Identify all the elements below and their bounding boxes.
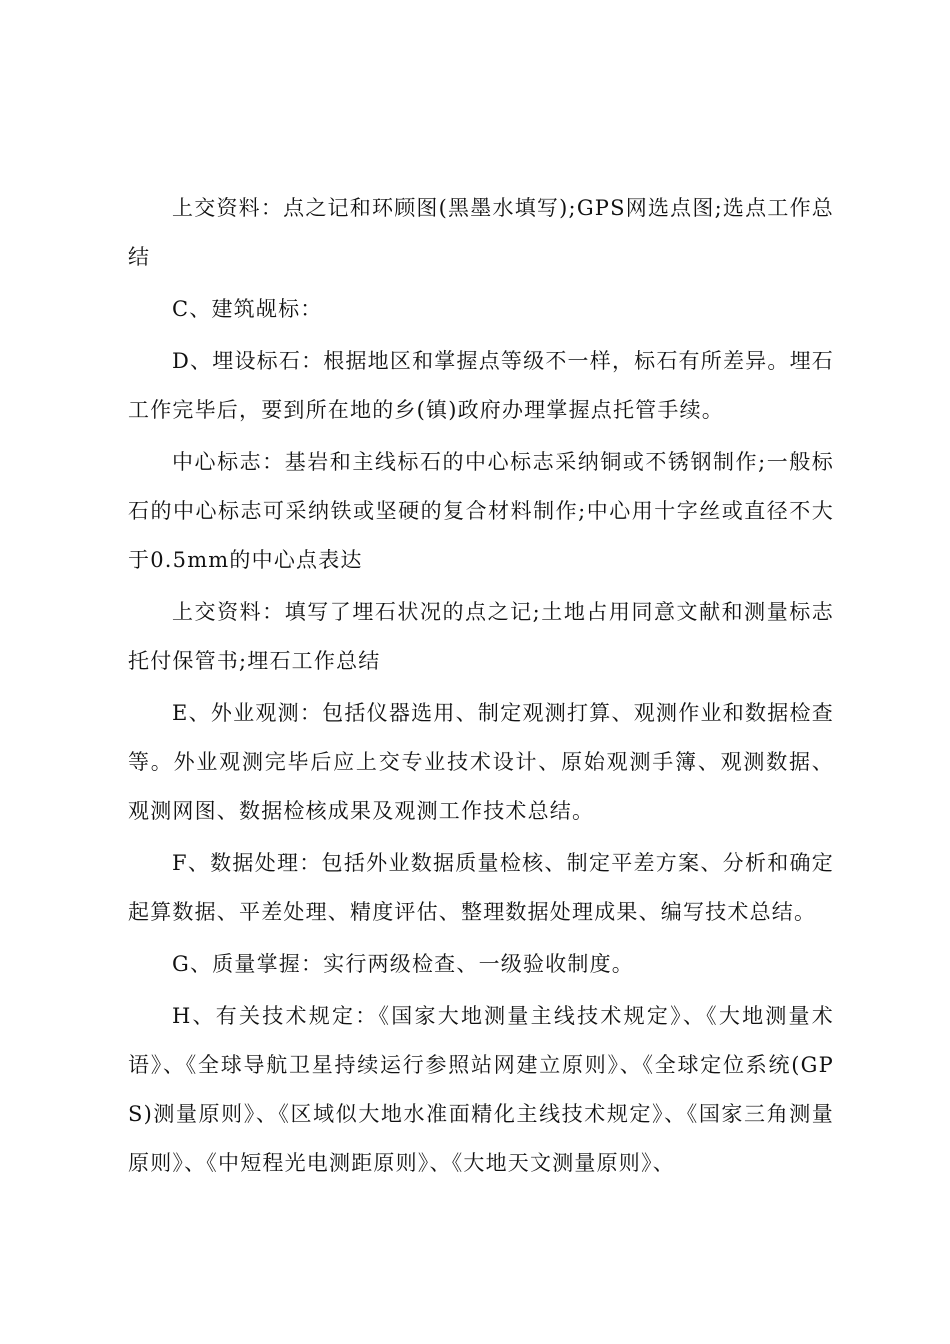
- paragraph-c-build-markers: C、建筑觇标：: [172, 297, 323, 321]
- document-body: [128, 184, 834, 1191]
- paragraph-e-field-observation: E、外业观测：包括仪器选用、制定观测打算、观测作业和数据检查等。外业观测完毕后应上交专业技术设计、原始观测手簿、观测数据、观测网图、数据检核成果及观测工作技术总结。: [128, 701, 834, 823]
- paragraph-h-technical-standards: H、有关技术规定：《国家大地测量主线技术规定》、《大地测量术语》、《全球导航卫星持续运行参照站网建立原则》、《全球定位系统(GPS)测量原则》、《区域似大地水准面精化主线技术规定》、《国家三角测量原则》、《中短程光电测距原则》、《大地天文测量原则》、: [128, 1004, 834, 1175]
- paragraph-submission-materials-monuments: 上交资料：填写了埋石状况的点之记;土地占用同意文献和测量标志托付保管书;埋石工作总结: [128, 600, 834, 673]
- paragraph-submission-materials-site-selection: 上交资料：点之记和环顾图(黑墨水填写);GPS网选点图;选点工作总结: [128, 196, 834, 269]
- paragraph-d-bury-monuments: D、埋设标石：根据地区和掌握点等级不一样，标石有所差异。埋石工作完毕后，要到所在地的乡(镇)政府办理掌握点托管手续。: [128, 349, 834, 422]
- paragraph-g-quality-control: G、质量掌握：实行两级检查、一级验收制度。: [172, 952, 634, 976]
- paragraph-center-marks: 中心标志：基岩和主线标石的中心标志采纳铜或不锈钢制作;一般标石的中心标志可采纳铁或坚硬的复合材料制作;中心用十字丝或直径不大于0.5mm的中心点表达: [128, 450, 834, 572]
- paragraph-f-data-processing: F、数据处理：包括外业数据质量检核、制定平差方案、分析和确定起算数据、平差处理、精度评估、整理数据处理成果、编写技术总结。: [128, 851, 834, 924]
